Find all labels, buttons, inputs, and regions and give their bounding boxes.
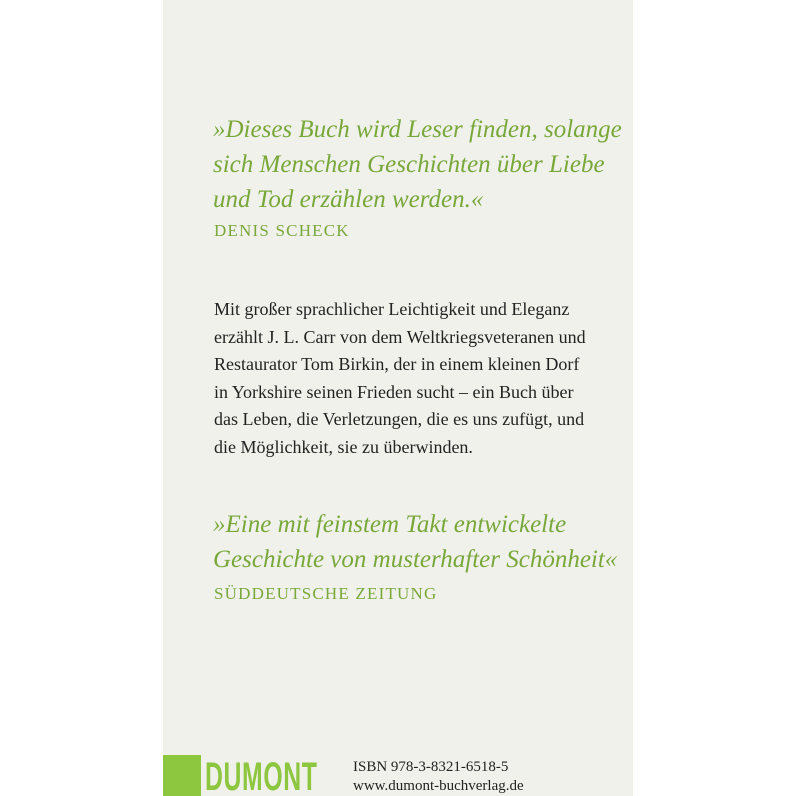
quote-line: »Dieses Buch wird Leser finden, solange <box>213 116 622 143</box>
isbn-text: ISBN 978-3-8321-6518-5 <box>353 759 509 775</box>
blurb-line: in Yorkshire seinen Frieden sucht – ein Buch über <box>214 381 574 402</box>
blurb-line: erzählt J. L. Carr von dem Weltkriegsveteranen und <box>214 326 586 347</box>
quote-attribution-top: DENIS SCHECK <box>214 221 350 240</box>
review-quote-top <box>213 112 633 217</box>
book-blurb <box>214 296 633 461</box>
logo-green-block <box>163 755 201 796</box>
publisher-logo <box>163 755 318 796</box>
review-quote-bottom <box>213 507 633 577</box>
website-text: www.dumont-buchverlag.de <box>353 778 524 794</box>
quote-line: Geschichte von musterhafter Schönheit« <box>213 546 618 573</box>
publisher-info <box>353 758 524 796</box>
blurb-line: Mit großer sprachlicher Leichtigkeit und Eleganz <box>214 299 570 319</box>
blurb-line: Restaurator Tom Birkin, der in einem kleinen Dorf <box>214 354 580 374</box>
quote-line: sich Menschen Geschichten über Liebe <box>213 151 605 178</box>
logo-wordmark: DUMONT <box>205 755 318 796</box>
book-back-cover <box>163 0 633 796</box>
blurb-line: das Leben, die Verletzungen, die es uns zufügt, und <box>214 409 585 429</box>
blurb-line: die Möglichkeit, sie zu überwinden. <box>214 436 473 457</box>
quote-attribution-bottom: SÜDDEUTSCHE ZEITUNG <box>214 584 438 603</box>
quote-line: und Tod erzählen werden.« <box>213 186 484 213</box>
quote-line: »Eine mit feinstem Takt entwickelte <box>213 511 567 538</box>
